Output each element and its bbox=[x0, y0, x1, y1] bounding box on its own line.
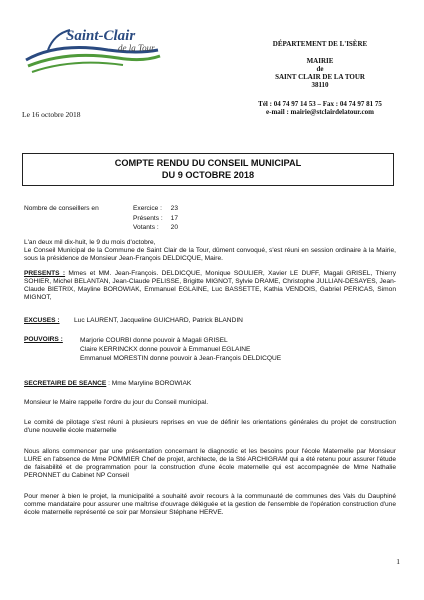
secretaire-line bbox=[24, 380, 191, 388]
department-heading: DÉPARTEMENT DE L'ISÈRE bbox=[272, 40, 368, 48]
municipal-logo bbox=[18, 20, 168, 82]
stat-votants-value: 20 bbox=[170, 224, 178, 231]
document-date: Le 16 octobre 2018 bbox=[22, 110, 81, 119]
logo-subtitle: de la Tour bbox=[118, 43, 155, 53]
paragraph-ordre-du-jour: Monsieur le Maire rappelle l'ordre du jour du Conseil municipal. bbox=[24, 399, 209, 406]
pouvoir-line-2: Claire KERRINCKX donne pouvoir à Emmanuel EGLAINE bbox=[80, 346, 251, 353]
pouvoirs-label: POUVOIRS : bbox=[24, 336, 63, 343]
town-name: SAINT CLAIR DE LA TOUR bbox=[275, 73, 365, 81]
pouvoir-line-3: Emmanuel MORESTIN donne pouvoir à Jean-François DELDICQUE bbox=[80, 355, 282, 362]
intro-line-1: L'an deux mil dix-huit, le 9 du mois d'octobre, bbox=[24, 239, 156, 246]
intro-line-2: Le Conseil Municipal de la Commune de Saint Clair de la Tour, dûment convoqué, s'est réuni en session ordinaire à la Mairie, sous la présidence de Monsieur Jean-François DELDICQUE, Maire. bbox=[24, 247, 396, 262]
secretaire-name: : Mme Maryline BOROWIAK bbox=[106, 380, 192, 387]
document-title: COMPTE RENDU DU CONSEIL MUNICIPAL bbox=[114, 158, 302, 168]
excuses-label: EXCUSES : bbox=[24, 317, 60, 324]
pouvoir-line-1: Marjorie COURBI donne pouvoir à Magali GRISEL bbox=[80, 337, 228, 344]
councillors-label: Nombre de conseillers en bbox=[24, 205, 99, 212]
mairie-de: de bbox=[316, 65, 324, 73]
paragraph-presentation: Nous allons commencer par une présentation concernant le diagnostic et les besoins pour l'école Maternelle par Monsieur LURE en l'absence de Mme POMMIER Chef de projet, architecte, de la Sté ARCHIGRAM qui a été retenu pour assurer l'étude de faisabilité et de programmation pour la construction d'une école maternelle qui est accompagnée de Mme Nathalie PERONNET du Cabinet NP Conseil bbox=[24, 448, 396, 479]
document-title-date: DU 9 OCTOBRE 2018 bbox=[161, 170, 255, 180]
secretaire-label: SECRETAIRE DE SEANCE bbox=[24, 380, 107, 387]
stat-exercice-value: 23 bbox=[170, 205, 178, 212]
presents-list: Mmes et MM. Jean-François. DELDICQUE, Monique SOULIER, Xavier LE DUFF, Magali GRISEL, Thierry SOHIER, Michel BELANTAN, Jean-Claude PELISSE, Brigitte MIGNOT, Sylvie DRAME, Christophe JULLIAN-DESAYES, Jean-Claude BIETRIX, Mayline BOROWIAK, Emmanuel EGLAINE, Luc BASSETTE, Kathia VENDOIS, Gabriel PERICAS, Simon MIGNOT, bbox=[24, 270, 396, 301]
stat-votants-label: Votants : bbox=[133, 224, 159, 231]
document-title-box bbox=[22, 153, 394, 186]
logo-title: Saint-Clair bbox=[66, 28, 136, 44]
presents-paragraph bbox=[24, 270, 396, 302]
stat-exercice-label: Exercice : bbox=[133, 205, 162, 212]
mairie-heading: MAIRIE bbox=[306, 57, 334, 65]
phone-fax: Tél : 04 74 97 14 53 – Fax : 04 74 97 81 75 bbox=[258, 100, 382, 108]
postcode: 38110 bbox=[311, 81, 329, 89]
stat-presents-value: 17 bbox=[170, 215, 178, 222]
excuses-list: Luc LAURENT, Jacqueline GUICHARD, Patrick BLANDIN bbox=[74, 317, 243, 324]
presents-label: PRESENTS : bbox=[24, 270, 66, 277]
email-line: e-mail : mairie@stclairdelatour.com bbox=[266, 108, 374, 116]
stat-presents-label: Présents : bbox=[133, 215, 163, 222]
paragraph-projet: Pour mener à bien le projet, la municipalité a souhaité avoir recours à la communauté de communes des Vals du Dauphiné comme mandataire pour assurer une maîtrise d'ouvrage déléguée et la gestion de l'ensemble de l'opération construction d'une école maternelle représenté ce soir par Monsieur Stéphane HERVE. bbox=[24, 493, 396, 516]
paragraph-comite: Le comité de pilotage s'est réuni à plusieurs reprises en vue de définir les orientations générales du projet de construction d'une nouvelle école maternelle bbox=[24, 419, 396, 434]
page-number: 1 bbox=[396, 557, 400, 566]
